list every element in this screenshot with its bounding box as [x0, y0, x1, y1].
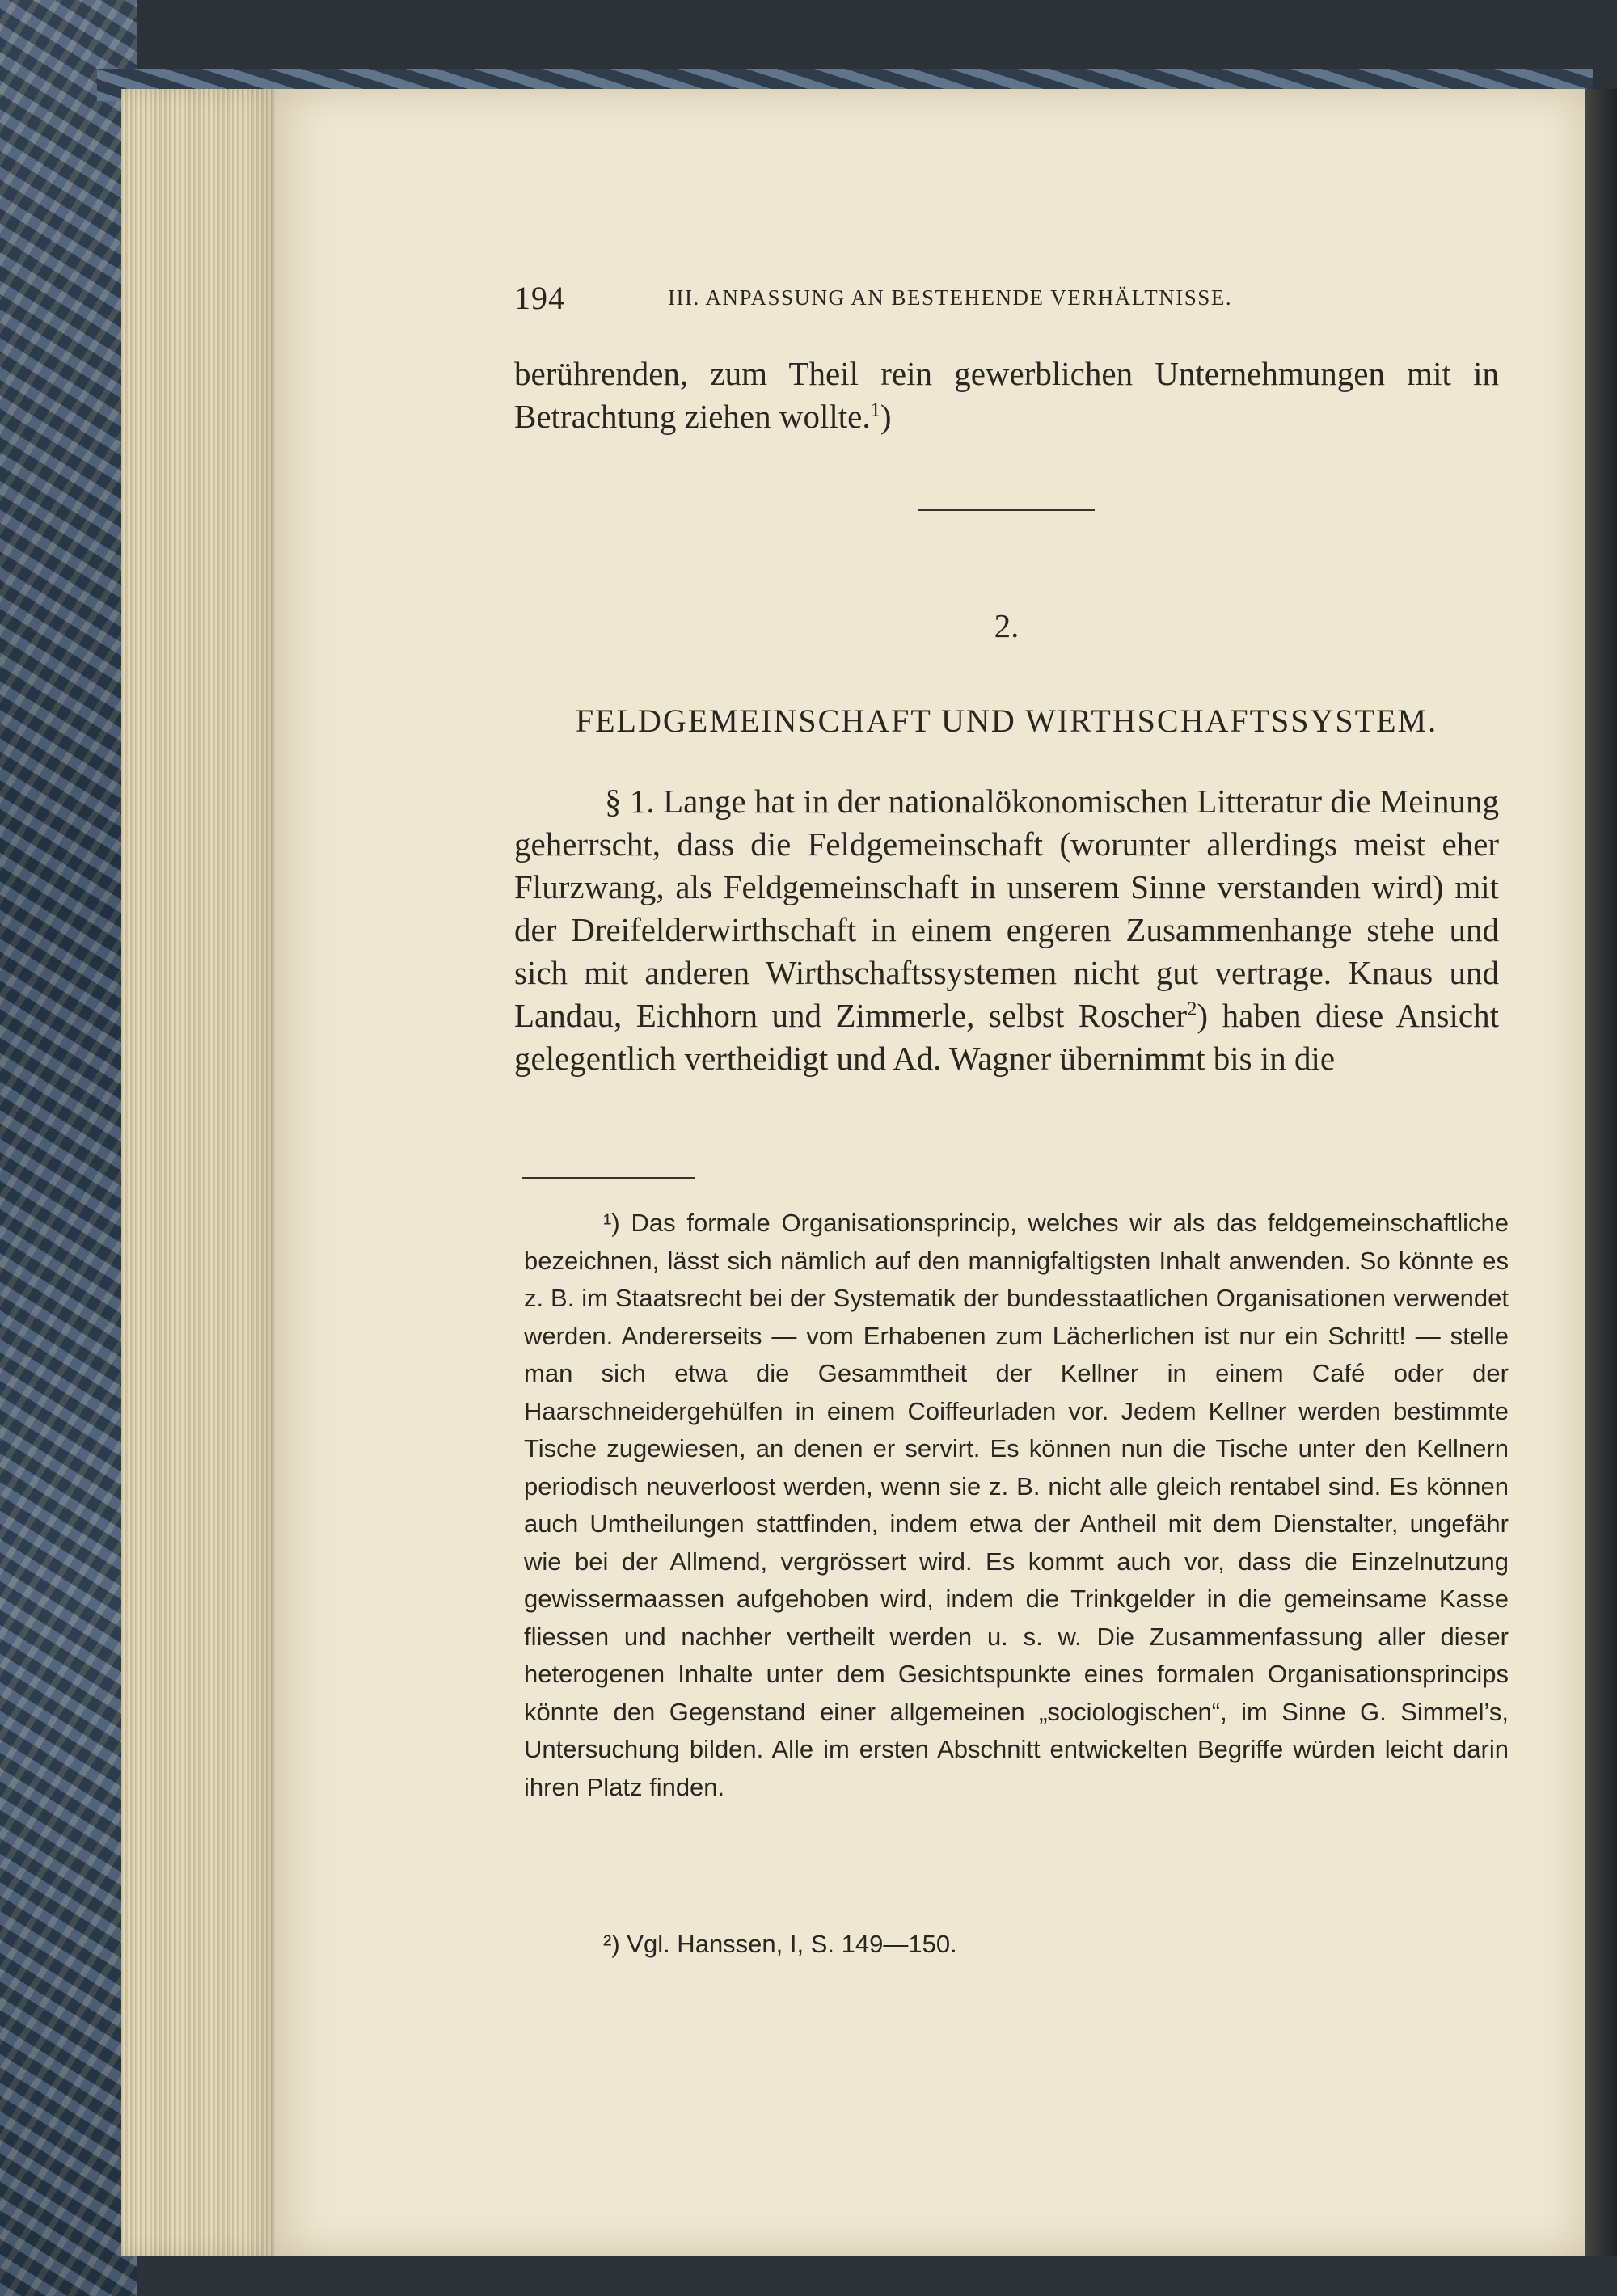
footnote-1 [524, 1205, 1509, 1806]
main-paragraph-part2: ) haben diese Ansicht gelegentlich vertheidigt und Ad. Wagner übernimmt bis in die [514, 997, 1499, 1077]
opening-text-body: berührenden, zum Theil rein gewerblichen Unternehmungen mit in Betrachtung ziehen wollte. [514, 355, 1499, 435]
footnote-1-marker: ¹) [603, 1209, 620, 1237]
footnote-divider [522, 1177, 695, 1179]
section-title: FELDGEMEINSCHAFT UND WIRTHSCHAFTSSYSTEM. [575, 703, 1438, 739]
chapter-header: III. ANPASSUNG AN BESTEHENDE VERHÄLTNISSE. [668, 285, 1233, 310]
section-number: 2. [994, 607, 1020, 644]
footnote-ref-1: 1 [870, 399, 880, 421]
book-gutter [1581, 89, 1617, 2256]
page-number: 194 [514, 280, 565, 316]
main-paragraph [514, 780, 1499, 1080]
footnote-ref-1-paren: ) [880, 398, 892, 435]
footnote-ref-2: 2 [1187, 998, 1197, 1020]
section-divider [918, 509, 1095, 511]
opening-text [514, 352, 1499, 438]
footnote-1-text: Das formale Organisationsprincip, welches wir als das feldgemeinschaftliche bezeichnen, lässt sich nämlich auf den mannigfaltigsten Inhalt anwenden. So könnte es z. B. im Staatsrecht bei der Systematik der bundesstaatlichen Organisationen verwendet werden. Andererseits — vom Erhabenen zum Lächerlichen ist nur ein Schritt! — stelle man sich etwa die Gesammtheit der Kellner in einem Café oder der Haarschneidergehülfen in einem Coiffeurladen vor. Jedem Kellner werden bestimmte Tische zugewiesen, an denen er servirt. Es können nun die Tische unter den Kellnern periodisch neuverloost werden, wenn sie z. B. nicht alle gleich rentabel sind. Es können auch Umtheilungen stattfinden, indem etwa der Antheil mit dem Dienstalter, ungefähr wie bei der Allmend, vergrössert wird. Es kommt auch vor, dass die Einzelnutzung gewissermaassen aufgehoben wird, indem die Trinkgelder in die gemeinsame Kasse fliessen und nachher vertheilt werden u. s. w. Die Zusammenfassung aller dieser heterogenen Inhalte unter dem Gesichtspunkte eines formalen Organisationsprincips könnte den Gegenstand einer allgemeinen „sociologischen“, im Sinne G. Simmel’s, Untersuchung bilden. Alle im ersten Abschnitt entwickelten Begriffe würden leicht darin ihren Platz finden. [524, 1209, 1509, 1801]
main-paragraph-part1: § 1. Lange hat in der nationalökonomischen Litteratur die Meinung geherrscht, dass die Feldgemeinschaft (worunter allerdings meist eher Flurzwang, als Feldgemeinschaft in unserem Sinne verstanden wird) mit der Dreifelderwirthschaft in einem engeren Zusammenhange stehe und sich mit anderen Wirthschaftssystemen nicht gut vertrage. Knaus und Landau, Eichhorn und Zimmerle, selbst Roscher [514, 783, 1499, 1034]
footnote-2-marker: ²) [603, 1930, 620, 1958]
footnote-2 [524, 1926, 1509, 1964]
book-cover-edge [0, 0, 137, 2296]
page-stack-edges [121, 89, 283, 2256]
running-head [514, 279, 1339, 319]
footnote-2-text: Vgl. Hanssen, I, S. 149—150. [627, 1930, 957, 1958]
